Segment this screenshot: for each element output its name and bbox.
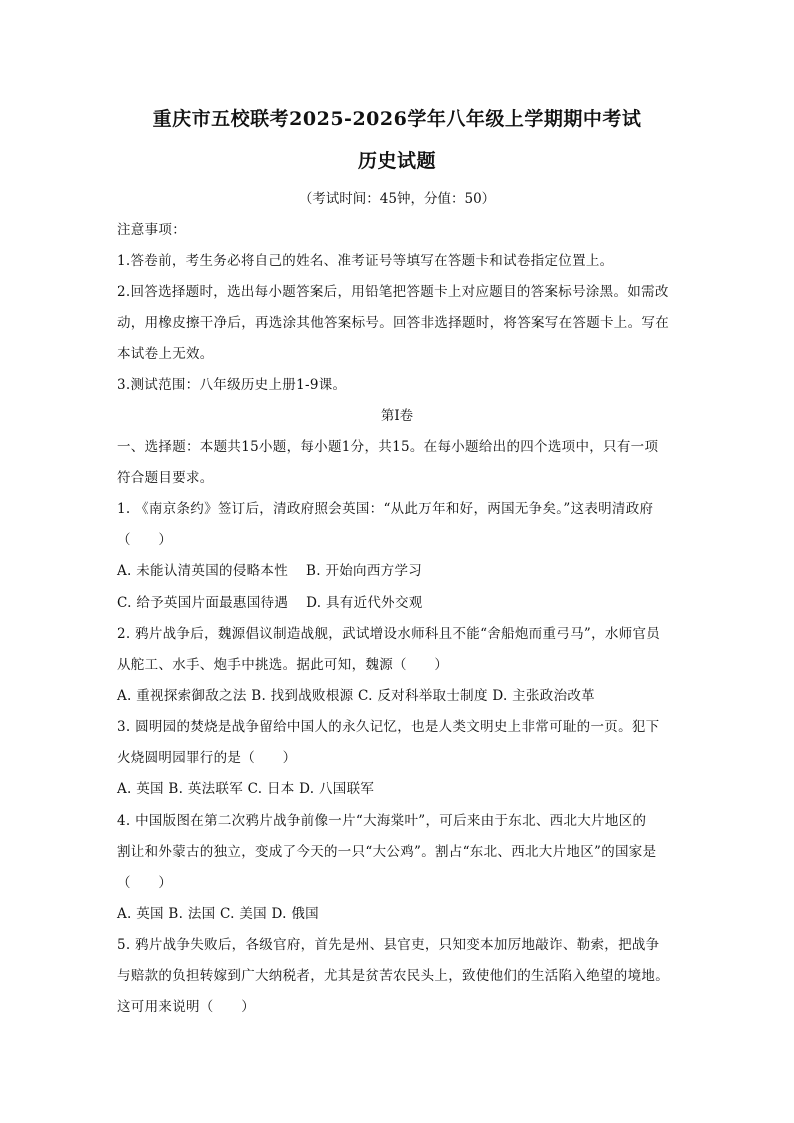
question-1-options-row1 <box>117 559 687 579</box>
question-5-stem-line3: 这可用来说明（ ） <box>117 999 255 1015</box>
question-2-stem-line2: 从舵工、水手、炮手中挑选。据此可知，魏源（ ） <box>117 657 449 673</box>
section-heading-line2: 符合题目要求。 <box>117 470 214 486</box>
question-3-stem-line2: 火烧圆明园罪行的是（ ） <box>117 750 297 766</box>
exam-info: （考试时间：45钟，分值：50） <box>298 191 496 207</box>
question-4-stem-line1: 4. 中国版图在第二次鸦片战争前像一片“大海棠叶”，可后来由于东北、西北大片地区的 <box>117 813 647 829</box>
question-1-options-row2 <box>117 591 687 611</box>
notice-item-1: 1.答卷前，考生务必将自己的姓名、准考证号等填写在答题卡和试卷指定位置上。 <box>117 253 614 269</box>
question-2-stem-line1: 2. 鸦片战争后，魏源倡议制造战舰，武试增设水师科且不能“舍船炮而重弓马”，水师官员 <box>117 626 661 642</box>
question-5-stem-line1: 5. 鸦片战争失败后，各级官府，首先是州、县官吏，只知变本加厉地敲诈、勒索，把战争 <box>117 937 660 953</box>
exam-subject: 历史试题 <box>357 150 436 172</box>
notice-item-2-line3: 本试卷上无效。 <box>117 346 214 362</box>
section-heading-line1: 一、选择题：本题共15小题，每小题1分，共15。在每小题给出的四个选项中，只有一项 <box>117 439 659 455</box>
question-5-stem-line2: 与赔款的负担转嫁到广大纳税者，尤其是贫苦农民头上，致使他们的生活陷入绝望的境地。 <box>117 968 669 984</box>
question-1-stem-line2: （ ） <box>117 532 173 548</box>
question-1-option-d: D. 具有近代外交观 <box>306 595 423 611</box>
question-4-stem-line2: 割让和外蒙古的独立，变成了今天的一只“大公鸡”。割占“东北、西北大片地区”的国家是 <box>117 844 657 860</box>
question-4-stem-line3: （ ） <box>117 875 173 891</box>
notice-item-3: 3.测试范围：八年级历史上册1-9课。 <box>117 377 347 393</box>
question-4-options: A. 英国 B. 法国 C. 美国 D. 俄国 <box>117 906 319 922</box>
question-3-stem-line1: 3. 圆明园的焚烧是战争留给中国人的永久记忆，也是人类文明史上非常可耻的一页。犯下 <box>117 719 660 735</box>
question-1-option-b: B. 开始向西方学习 <box>306 563 423 579</box>
question-2-options: A. 重视探索御敌之法 B. 找到战败根源 C. 反对科举取士制度 D. 主张政治改革 <box>117 688 595 704</box>
notice-heading: 注意事项： <box>117 222 186 238</box>
question-3-options: A. 英国 B. 英法联军 C. 日本 D. 八国联军 <box>117 781 375 797</box>
question-1-option-a: A. 未能认清英国的侵略本性 <box>117 563 289 579</box>
volume-label: 第Ⅰ卷 <box>380 408 414 424</box>
question-1-option-c: C. 给予英国片面最惠国待遇 <box>117 595 289 611</box>
exam-title: 重庆市五校联考2025-2026学年八年级上学期期中考试 <box>152 108 642 130</box>
notice-item-2-line2: 动，用橡皮擦干净后，再选涂其他答案标号。回答非选择题时，将答案写在答题卡上。写在 <box>117 315 669 331</box>
question-1-stem-line1: 1. 《南京条约》签订后，清政府照会英国：“从此万年和好，两国无争矣。”这表明清政府 <box>117 501 654 517</box>
notice-item-2-line1: 2.回答选择题时，选出每小题答案后，用铅笔把答题卡上对应题目的答案标号涂黑。如需改 <box>117 284 669 300</box>
